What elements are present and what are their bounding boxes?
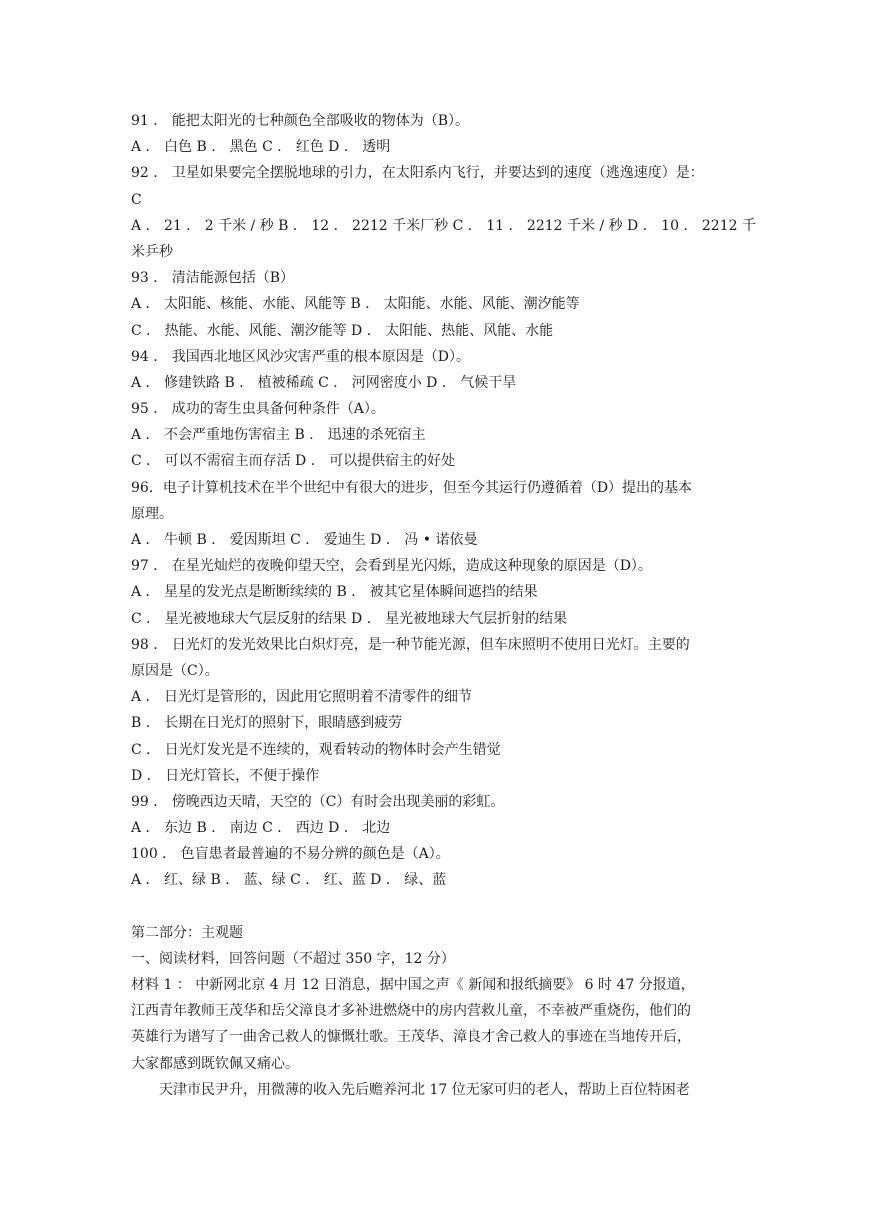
material-line: 大家都感到既钦佩又痛心。 [131,1055,299,1072]
material-line: 材料 1 ： 中新网北京 4 月 12 日消息，据中国之声《 新闻和报纸摘要》 6 时 47 分报道， [131,977,695,993]
text-line: 99 ． 傍晚西边天晴，天空的（C）有时会出现美丽的彩虹。 [131,793,505,810]
text-line: C ． 日光灯发光是不连续的，观看转动的物体时会产生错觉 [131,741,501,758]
text-line: B ． 长期在日光灯的照射下，眼睛感到疲劳 [131,715,403,732]
section-title: 第二部分：主观题 [131,924,243,941]
text-line: C ． 星光被地球大气层反射的结果 D ． 星光被地球大气层折射的结果 [131,610,568,627]
text-line: 91 ． 能把太阳光的七种颜色全部吸收的物体为（B）。 [131,113,470,129]
text-line: D ． 日光灯管长，不便于操作 [131,767,320,784]
document-page [131,108,756,1103]
text-line: 米乒秒 [131,243,173,260]
material-line: 江西青年教师王茂华和岳父漳良才多补进燃烧中的房内营救儿童，不幸被严重烧伤，他们的 [131,1003,691,1020]
text-line: C ． 可以不需宿主而存活 D ． 可以提供宿主的好处 [131,453,456,470]
text-line: 原因是（C）。 [131,662,219,679]
text-line: A ． 牛顿 B ． 爱因斯坦 C ． 爱迪生 D ． 冯 • 诺依曼 [131,532,478,548]
text-line: A ． 修建铁路 B ． 植被稀疏 C ． 河网密度小 D ． 气候干旱 [131,374,517,391]
text-line: 94 ． 我国西北地区风沙灾害严重的根本原因是（D）。 [131,348,470,365]
text-line: C [131,191,142,208]
section-spacer [131,894,739,920]
text-line: 96．电子计算机技术在半个世纪中有很大的进步，但至今其运行仍遵循着（D）提出的基本 [131,479,693,496]
text-line: 92 ． 卫星如果要完全摆脱地球的引力，在太阳系内飞行，并要达到的速度（逃逸速度）是： [131,165,704,182]
text-line: A ． 白色 B ． 黑色 C ． 红色 D ． 透明 [131,139,391,156]
text-line: 93 ． 清洁能源包括（B） [131,270,295,287]
text-line: A ． 红、绿 B ． 蓝、绿 C ． 红、蓝 D ． 绿、蓝 [131,872,447,889]
text-line: A ． 日光灯是管形的，因此用它照明着不清零件的细节 [131,689,473,706]
text-line: A ． 21 ． 2 千米 / 秒 B ． 12 ． 2212 千米厂秒 C ． 11 ． 2212 千米 / 秒 D ． 10 ． 2212 千 [131,217,756,234]
text-line: 原理。 [131,505,173,522]
task-heading: 一、阅读材料，回答问题（不超过 350 字，12 分） [131,950,455,967]
material-line: 英雄行为谱写了一曲舍己救人的慷慨壮歌。王茂华、漳良才舍己救人的事迹在当地传开后， [131,1029,691,1046]
text-line: 98 ． 日光灯的发光效果比白炽灯亮，是一种节能光源，但车床照明不使用日光灯。主要的 [131,636,690,653]
text-line: C ． 热能、水能、风能、潮汐能等 D ． 太阳能、热能、风能、水能 [131,322,554,339]
text-line: A ． 太阳能、核能、水能、风能等 B ． 太阳能、水能、风能、潮汐能等 [131,296,580,313]
material-paragraph: 天津市民尹升，用微薄的收入先后赡养河北 17 位无家可归的老人，帮助上百位特困老 [159,1081,690,1098]
text-line: 100 ． 色盲患者最普遍的不易分辨的颜色是（A）。 [131,846,450,863]
text-line: A ． 东边 B ． 南边 C ． 西边 D ． 北边 [131,820,391,837]
text-line: A ． 星星的发光点是断断续续的 B ． 被其它星体瞬间遮挡的结果 [131,584,538,601]
text-line: A ． 不会严重地伤害宿主 B ． 迅速的杀死宿主 [131,427,426,444]
text-line: 95 ． 成功的寄生虫具备何种条件（A）。 [131,401,385,418]
text-line: 97 ． 在星光灿烂的夜晚仰望天空，会看到星光闪烁，造成这种现象的原因是（D）。 [131,558,652,575]
